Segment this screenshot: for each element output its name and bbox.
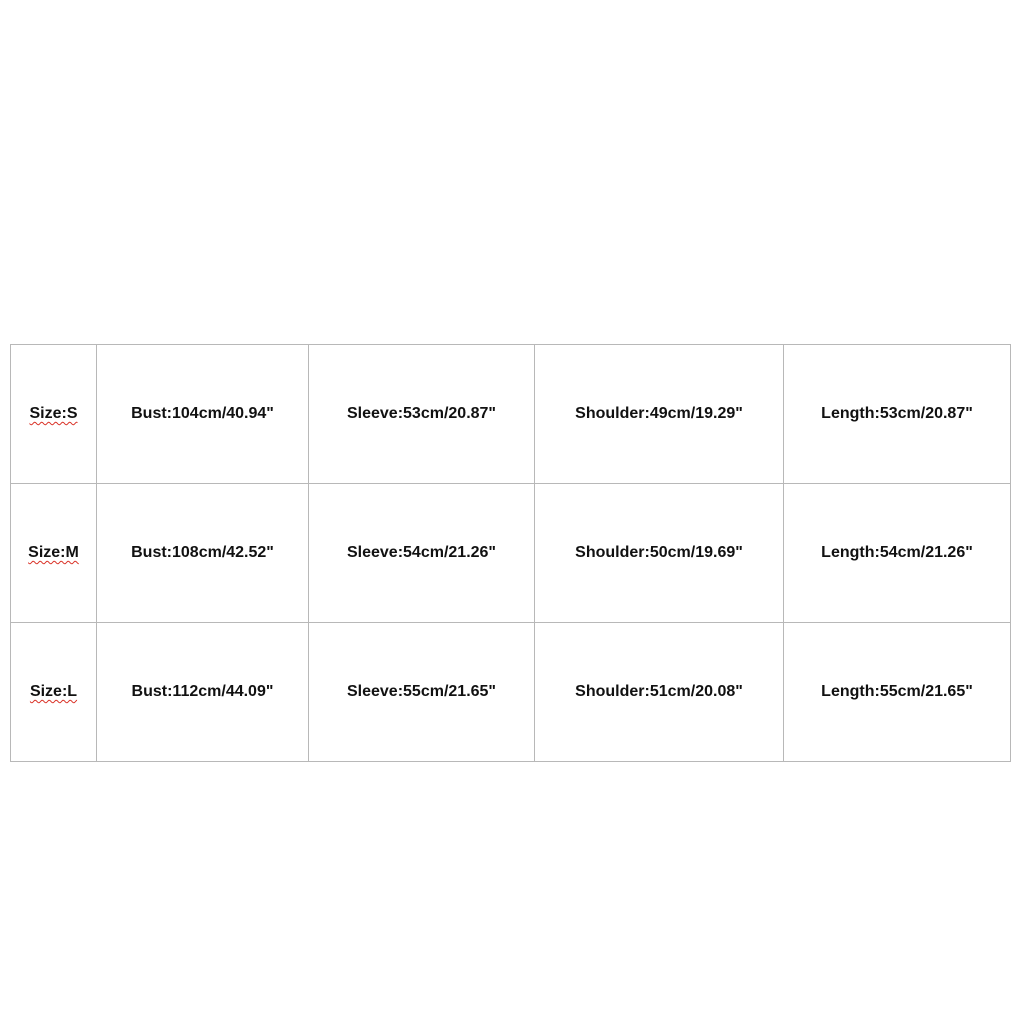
length-cell: Length:55cm/21.65" <box>784 623 1011 762</box>
sleeve-cell: Sleeve:54cm/21.26" <box>309 484 535 623</box>
bust-cell: Bust:108cm/42.52" <box>97 484 309 623</box>
sleeve-cell: Sleeve:53cm/20.87" <box>309 345 535 484</box>
shoulder-cell: Shoulder:51cm/20.08" <box>535 623 784 762</box>
table-row <box>11 623 1011 762</box>
size-cell <box>11 623 97 762</box>
size-label: Size:M <box>28 544 79 561</box>
bust-cell: Bust:112cm/44.09" <box>97 623 309 762</box>
sleeve-cell: Sleeve:55cm/21.65" <box>309 623 535 762</box>
size-cell <box>11 484 97 623</box>
length-cell: Length:54cm/21.26" <box>784 484 1011 623</box>
size-cell <box>11 345 97 484</box>
size-chart-table <box>10 344 1011 762</box>
table-row <box>11 484 1011 623</box>
shoulder-cell: Shoulder:50cm/19.69" <box>535 484 784 623</box>
shoulder-cell: Shoulder:49cm/19.29" <box>535 345 784 484</box>
table-row <box>11 345 1011 484</box>
length-cell: Length:53cm/20.87" <box>784 345 1011 484</box>
size-label: Size:L <box>29 683 78 700</box>
bust-cell: Bust:104cm/40.94" <box>97 345 309 484</box>
size-label: Size:S <box>29 405 78 422</box>
